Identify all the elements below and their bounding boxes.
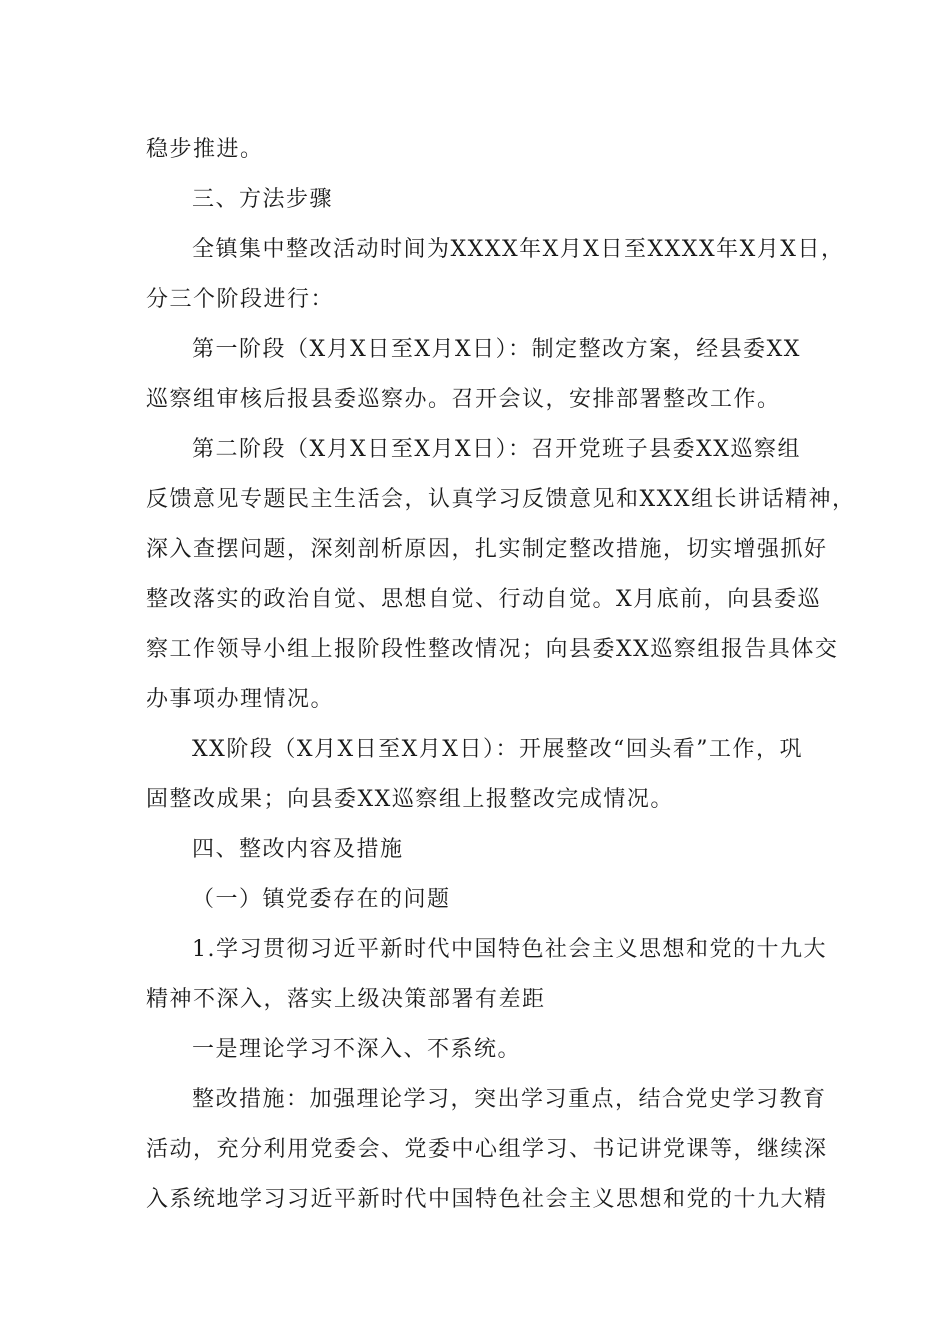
text-line: 入系统地学习习近平新时代中国特色社会主义思想和党的十九大精	[146, 1187, 828, 1212]
text-line: 活动，充分利用党委会、党委中心组学习、书记讲党课等，继续深	[146, 1137, 828, 1162]
subsection-heading: （一）镇党委存在的问题	[192, 887, 451, 912]
text-line: 精神不深入，落实上级决策部署有差距	[146, 987, 546, 1012]
text-line: 办事项办理情况。	[146, 687, 335, 712]
text-line: XX阶段（X月X日至X月X日）：开展整改“回头看”工作，巩	[192, 737, 803, 762]
section-heading: 四、整改内容及措施	[192, 837, 404, 862]
text-line: 第二阶段（X月X日至X月X日）：召开党班子县委XX巡察组	[192, 437, 801, 462]
text-line: 巡察组审核后报县委巡察办。召开会议，安排部署整改工作。	[146, 387, 781, 412]
text-line: 稳步推进。	[146, 137, 264, 162]
text-line: 整改落实的政治自觉、思想自觉、行动自觉。X月底前，向县委巡	[146, 587, 822, 612]
text-line: 一是理论学习不深入、不系统。	[192, 1037, 522, 1062]
text-line: 深入查摆问题，深刻剖析原因，扎实制定整改措施，切实增强抓好	[146, 537, 828, 562]
text-line: 全镇集中整改活动时间为XXXX年X月X日至XXXX年X月X日，	[192, 237, 845, 262]
text-line: 分三个阶段进行：	[146, 287, 335, 312]
text-line: 1.学习贯彻习近平新时代中国特色社会主义思想和党的十九大	[192, 937, 827, 962]
text-line: 第一阶段（X月X日至X月X日）：制定整改方案，经县委XX	[192, 337, 801, 362]
section-heading: 三、方法步骤	[192, 187, 334, 212]
text-line: 固整改成果；向县委XX巡察组上报整改完成情况。	[146, 787, 674, 812]
text-line: 反馈意见专题民主生活会，认真学习反馈意见和XXX组长讲话精神，	[146, 487, 856, 512]
text-line: 察工作领导小组上报阶段性整改情况；向县委XX巡察组报告具体交	[146, 637, 839, 662]
text-line: 整改措施：加强理论学习，突出学习重点，结合党史学习教育	[192, 1087, 827, 1112]
